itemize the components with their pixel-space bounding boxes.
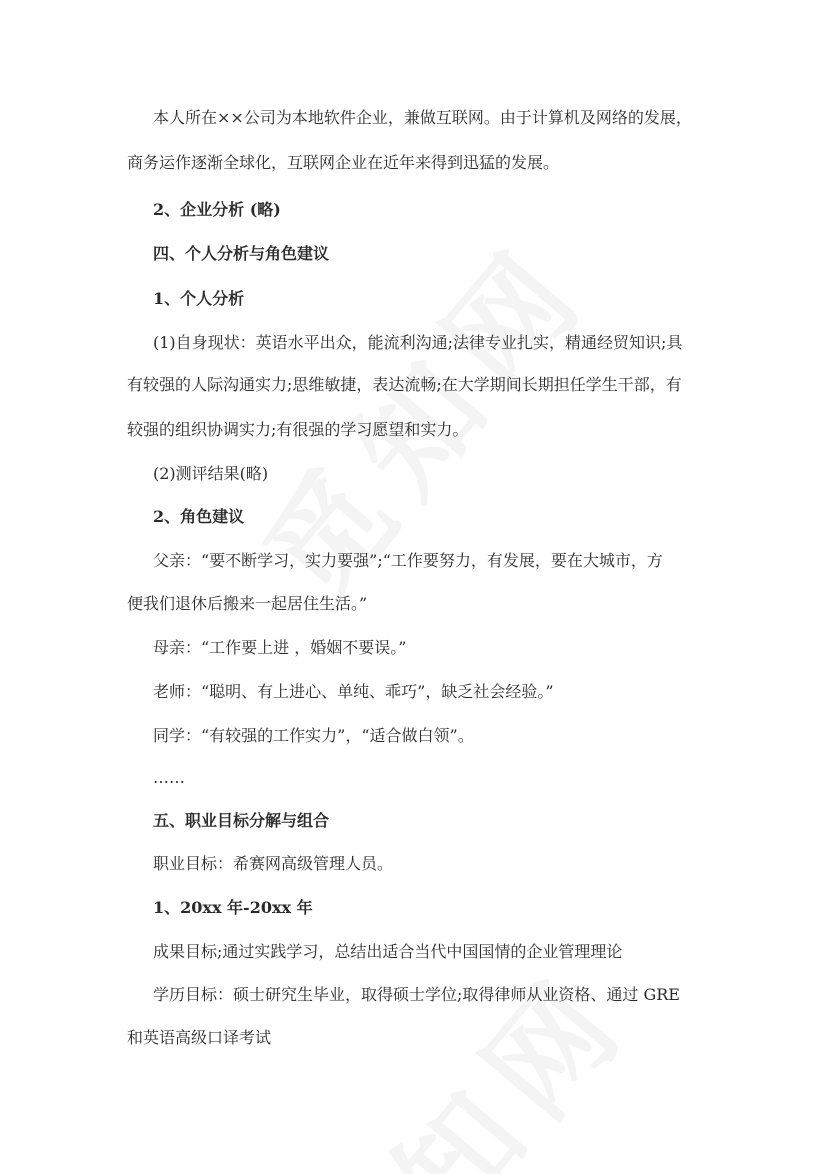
paragraph-career-goal: 职业目标：希赛网高级管理人员。: [153, 854, 394, 873]
paragraph-father-line-1: 父亲：“要不断学习，实力要强”;“工作要努力，有发展，要在大城市，方: [153, 551, 663, 570]
paragraph-achievement-goal: 成果目标;通过实践学习，总结出适合当代中国国情的企业管理理论: [153, 942, 623, 961]
paragraph-company-intro-line-2: 商务运作逐渐全球化，互联网企业在近年来得到迅猛的发展。: [127, 153, 560, 172]
heading-role-suggestion: 2、角色建议: [153, 507, 245, 526]
paragraph-father-line-2: 便我们退休后搬来一起居住生活。”: [127, 594, 368, 613]
paragraph-education-goal-line-2: 和英语高级口译考试: [127, 1028, 272, 1047]
paragraph-self-status-line-2: 有较强的人际沟通实力;思维敏捷，表达流畅;在大学期间长期担任学生干部，有: [127, 375, 682, 394]
paragraph-classmate: 同学：“有较强的工作实力”，“适合做白领”。: [153, 726, 474, 745]
heading-year-range: 1、20xx 年-20xx 年: [153, 898, 313, 917]
heading-section-four: 四、个人分析与角色建议: [153, 244, 330, 263]
ellipsis-text: ……: [153, 768, 185, 787]
heading-section-five: 五、职业目标分解与组合: [153, 811, 330, 830]
paragraph-assessment-result: (2)测评结果(略): [153, 464, 269, 483]
paragraph-education-goal-line-1: 学历目标：硕士研究生毕业，取得硕士学位;取得律师从业资格、通过 GRE: [153, 985, 680, 1004]
heading-enterprise-analysis: 2、企业分析 (略): [153, 200, 281, 219]
watermark-logo-lower: [259, 930, 661, 1174]
paragraph-self-status-line-1: (1)自身现状：英语水平出众，能流利沟通;法律专业扎实，精通经贸知识;具: [153, 333, 683, 352]
paragraph-self-status-line-3: 较强的组织协调实力;有很强的学习愿望和实力。: [127, 420, 469, 439]
paragraph-teacher: 老师：“聪明、有上进心、单纯、乖巧”，缺乏社会经验。”: [153, 682, 554, 701]
heading-personal-analysis: 1、个人分析: [153, 289, 245, 308]
paragraph-company-intro-line-1: 本人所在××公司为本地软件企业，兼做互联网。由于计算机及网络的发展，: [153, 108, 692, 127]
paragraph-mother: 母亲：“工作要上进 ，婚姻不要误。”: [153, 638, 407, 657]
